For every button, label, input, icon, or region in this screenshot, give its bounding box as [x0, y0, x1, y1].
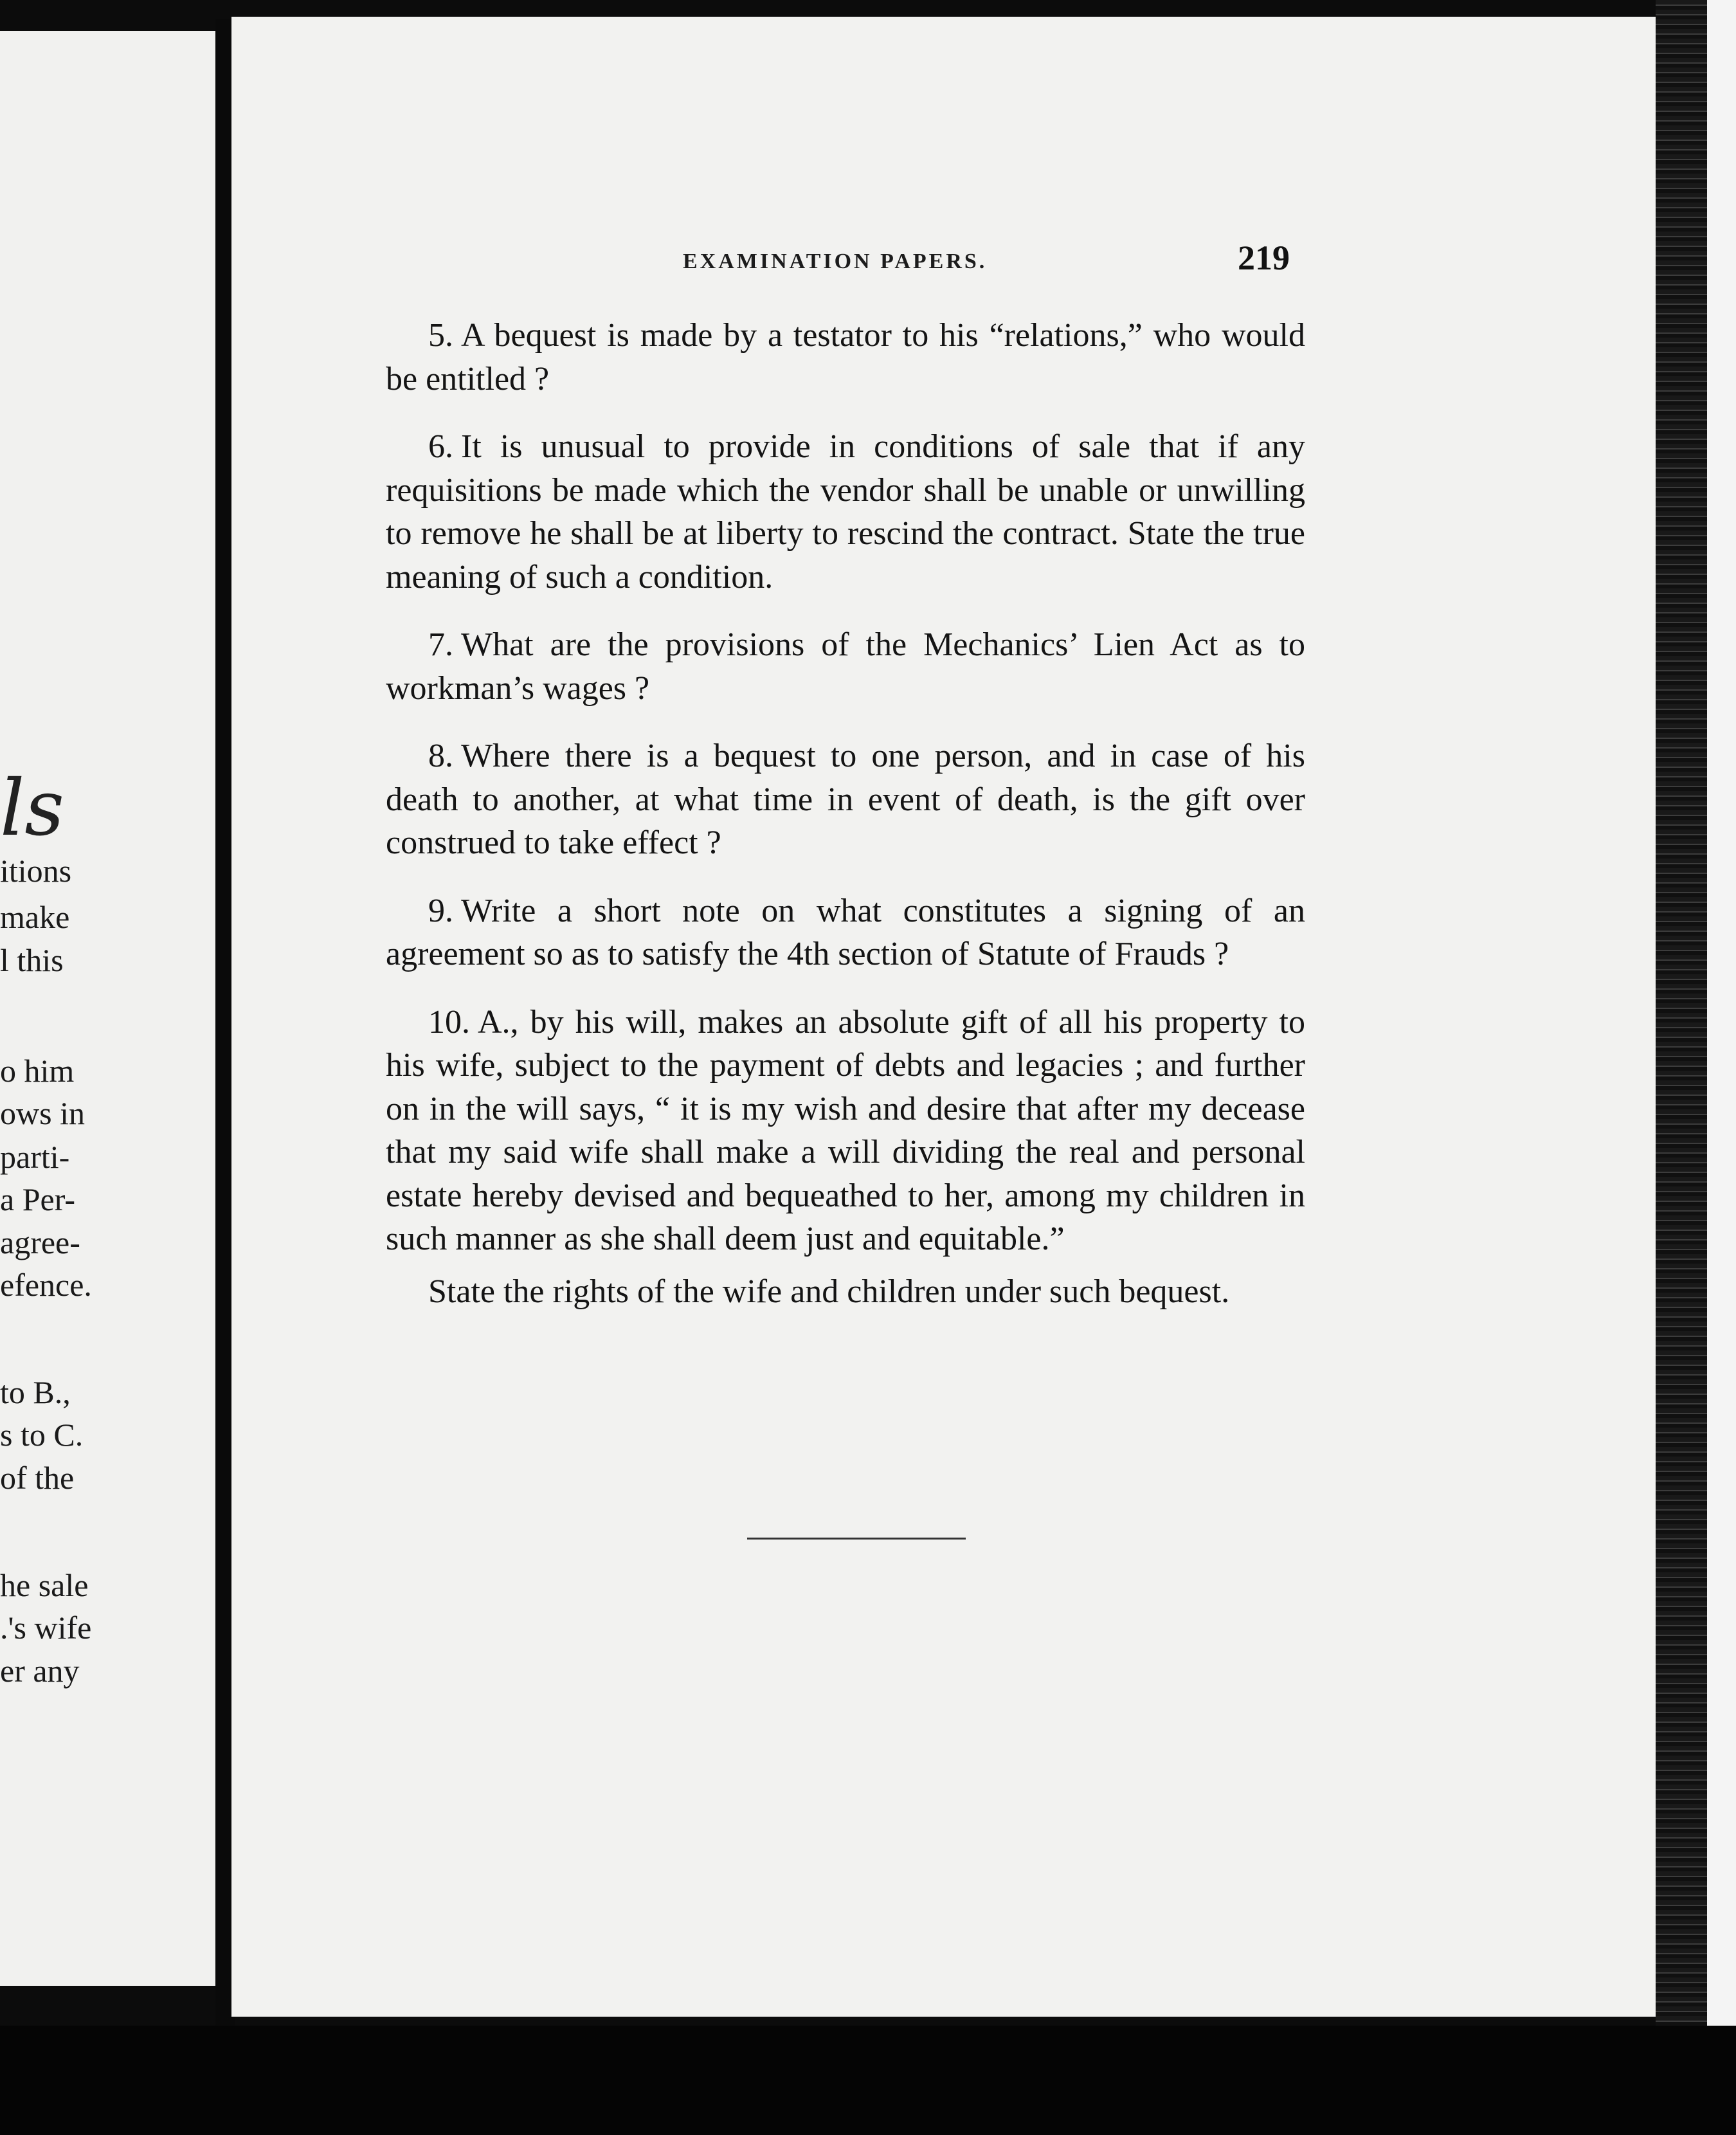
left-facing-page	[0, 31, 215, 1986]
left-page-line: of the	[0, 1460, 75, 1496]
handwritten-fragment: ls	[0, 764, 64, 853]
question-5	[386, 314, 1305, 401]
left-page-line: l this	[0, 942, 64, 978]
left-page-line: parti-	[0, 1139, 70, 1175]
question-text: Where there is a bequest to one person, and in case of his death to another, at what time in event of death, is the gift over construed to take effect ?	[386, 738, 1305, 861]
left-page-line: o him	[0, 1053, 75, 1089]
running-head: EXAMINATION PAPERS.	[683, 250, 988, 273]
question-text: A bequest is made by a testator to his “relations,” who would be entitled ?	[386, 317, 1305, 397]
scan-bottom-margin	[0, 2026, 1736, 2135]
left-page-line: .'s wife	[0, 1610, 92, 1646]
question-list	[386, 314, 1305, 1313]
book-cover-edge	[1707, 0, 1736, 2135]
question-number: 8.	[428, 738, 453, 774]
question-text: Write a short note on what constitutes a signing of an agreement so as to satisfy the 4th section of Statute of Frauds ?	[386, 892, 1305, 972]
closing-paragraph: State the rights of the wife and children under such bequest.	[428, 1273, 1230, 1310]
question-8	[386, 734, 1305, 865]
question-number: 7.	[428, 626, 453, 663]
left-page-line: itions	[0, 853, 72, 889]
question-7	[386, 623, 1305, 710]
question-10	[386, 1001, 1305, 1261]
left-page-line: er any	[0, 1653, 80, 1689]
section-end-rule	[747, 1538, 966, 1540]
left-page-line: ows in	[0, 1095, 85, 1131]
left-page-line: make	[0, 899, 70, 935]
left-page-line: efence.	[0, 1267, 92, 1303]
left-page-line: agree-	[0, 1224, 80, 1260]
question-6	[386, 425, 1305, 599]
question-number: 6.	[428, 428, 453, 465]
left-page-line: to B.,	[0, 1374, 71, 1410]
question-number: 10.	[428, 1003, 470, 1040]
book-page-edges	[1656, 0, 1707, 2135]
left-page-line: s to C.	[0, 1417, 84, 1453]
question-text: A., by his will, makes an absolute gift of all his property to his wife, subject to the payment of debts and legacies ; and further on in the will says, “ it is my wish and desire that after my decease that my said wife shall make a will dividing the real and personal estate hereby devised and bequeathed to her, among my children in such manner as she shall deem just and equitable.”	[386, 1003, 1305, 1257]
question-9	[386, 889, 1305, 976]
question-text: What are the provisions of the Mechanics’ Lien Act as to workman’s wages ?	[386, 626, 1305, 707]
question-number: 5.	[428, 317, 453, 354]
question-text: It is unusual to provide in conditions of sale that if any requisitions be made which the vendor shall be unable or unwilling to remove he shall be at liberty to rescind the contract. State the true meaning of such a condition.	[386, 428, 1305, 595]
question-number: 9.	[428, 892, 453, 929]
page-number: 219	[1238, 239, 1290, 277]
left-page-line: a Per-	[0, 1181, 75, 1217]
left-page-line: he sale	[0, 1567, 89, 1603]
